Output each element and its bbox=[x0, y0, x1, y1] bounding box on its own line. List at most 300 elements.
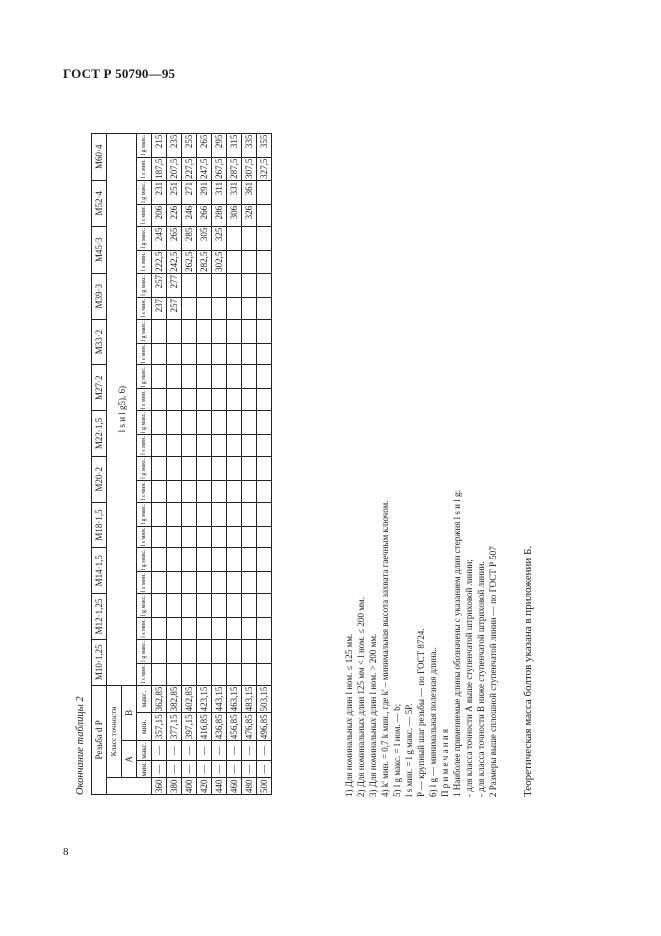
table-cell: 382,85 bbox=[167, 685, 182, 713]
empty-cell bbox=[257, 502, 272, 526]
table-cell: — bbox=[227, 760, 242, 778]
empty-cell bbox=[212, 548, 227, 572]
empty-cell bbox=[167, 618, 182, 640]
table-cell: 237 bbox=[152, 297, 167, 319]
thread-size-header: М52·4 bbox=[92, 180, 107, 226]
thread-size-header: М60·4 bbox=[92, 133, 107, 180]
empty-cell bbox=[212, 480, 227, 502]
ls-min-header: l s мин. bbox=[137, 572, 152, 594]
lg-max-header: l g макс. bbox=[137, 411, 152, 435]
empty-cell bbox=[167, 319, 182, 343]
table-cell: 355 bbox=[257, 133, 272, 157]
ls-min-header: l s мин. bbox=[137, 343, 152, 365]
empty-cell bbox=[152, 663, 167, 685]
table-cell: 265 bbox=[167, 226, 182, 250]
empty-cell bbox=[242, 663, 257, 685]
empty-cell bbox=[227, 319, 242, 343]
empty-cell bbox=[182, 548, 197, 572]
empty-cell bbox=[197, 572, 212, 594]
table-cell: 266 bbox=[197, 204, 212, 226]
empty-cell bbox=[242, 594, 257, 618]
thread-size-header: М45·3 bbox=[92, 226, 107, 273]
thread-header: Резьба d P bbox=[92, 685, 107, 794]
notes-heading: П р и м е ч а н и я bbox=[440, 728, 450, 797]
empty-cell bbox=[182, 411, 197, 435]
empty-cell bbox=[182, 526, 197, 548]
empty-cell bbox=[167, 456, 182, 480]
note-2: 2 Размеры выше сплошной ступенчатой линии — по ГОСТ Р 507 bbox=[488, 546, 498, 797]
empty-cell bbox=[242, 343, 257, 365]
col-min: мин. bbox=[137, 760, 152, 778]
note-1: 1 Наиболее применяемые длины обозначены с указанием длин стержня l s и l g: bbox=[452, 490, 462, 797]
empty-cell bbox=[197, 548, 212, 572]
table-cell: 306 bbox=[227, 204, 242, 226]
class-b-header: В bbox=[122, 685, 137, 741]
table-cell: 245 bbox=[152, 226, 167, 250]
table-cell: 416,85 bbox=[197, 713, 212, 741]
empty-cell bbox=[167, 572, 182, 594]
empty-cell bbox=[257, 343, 272, 365]
empty-cell bbox=[242, 411, 257, 435]
thread-size-header: М39·3 bbox=[92, 273, 107, 319]
empty-cell bbox=[152, 572, 167, 594]
table-cell: 227,5 bbox=[182, 157, 197, 180]
footnote-1: 1) Для номинальных длин l ном. ≤ 125 мм. bbox=[344, 633, 354, 797]
rotated-page-content bbox=[75, 95, 595, 795]
table-cell bbox=[242, 250, 257, 273]
table-cell bbox=[197, 273, 212, 297]
empty-cell bbox=[182, 618, 197, 640]
empty-cell bbox=[167, 502, 182, 526]
table-cell: 285 bbox=[182, 226, 197, 250]
table-cell bbox=[197, 297, 212, 319]
table-cell: 235 bbox=[167, 133, 182, 157]
table-cell: 255 bbox=[182, 133, 197, 157]
empty-cell bbox=[182, 435, 197, 457]
empty-cell bbox=[197, 502, 212, 526]
table-row bbox=[167, 133, 182, 794]
empty-cell bbox=[197, 618, 212, 640]
empty-cell bbox=[182, 594, 197, 618]
empty-cell bbox=[257, 663, 272, 685]
empty-cell bbox=[212, 343, 227, 365]
table-cell: 215 bbox=[152, 133, 167, 157]
empty-cell bbox=[197, 435, 212, 457]
note-1b: - для класса точности В ниже ступенчатой штриховой линии. bbox=[476, 561, 486, 797]
empty-cell bbox=[167, 548, 182, 572]
table-cell: — bbox=[227, 741, 242, 761]
table-cell bbox=[227, 273, 242, 297]
table-cell: 302,5 bbox=[212, 250, 227, 273]
thread-size-header: М12·1,25 bbox=[92, 594, 107, 640]
lg-max-header: l g макс. bbox=[137, 502, 152, 526]
lg-max-header: l g макс. bbox=[137, 365, 152, 389]
empty-cell bbox=[197, 411, 212, 435]
table-cell: 496,85 bbox=[257, 713, 272, 741]
empty-cell bbox=[212, 618, 227, 640]
ls-min-header: l s мин. bbox=[137, 297, 152, 319]
empty-cell bbox=[212, 389, 227, 411]
empty-cell bbox=[152, 639, 167, 663]
col-max: макс. bbox=[137, 685, 152, 713]
empty-cell bbox=[227, 594, 242, 618]
empty-cell bbox=[242, 365, 257, 389]
table-cell: 257 bbox=[167, 297, 182, 319]
table-cell bbox=[212, 297, 227, 319]
empty-cell bbox=[227, 663, 242, 685]
empty-cell bbox=[152, 594, 167, 618]
empty-cell bbox=[152, 365, 167, 389]
empty-cell bbox=[257, 618, 272, 640]
empty-cell bbox=[197, 456, 212, 480]
empty-cell bbox=[257, 389, 272, 411]
table-cell: — bbox=[257, 760, 272, 778]
empty-cell bbox=[182, 456, 197, 480]
ls-min-header: l s мин. bbox=[137, 435, 152, 457]
empty-cell bbox=[167, 480, 182, 502]
table-cell: 286 bbox=[212, 204, 227, 226]
empty-cell bbox=[242, 389, 257, 411]
table-cell bbox=[242, 297, 257, 319]
lg-max-header: l g макс. bbox=[137, 319, 152, 343]
empty-cell bbox=[152, 411, 167, 435]
footnotes bbox=[343, 97, 499, 797]
empty-cell bbox=[167, 526, 182, 548]
empty-cell bbox=[182, 502, 197, 526]
table-cell: — bbox=[197, 741, 212, 761]
table-cell bbox=[212, 273, 227, 297]
empty-cell bbox=[152, 526, 167, 548]
table-cell: 262,5 bbox=[182, 250, 197, 273]
nominal-length: 500 bbox=[257, 778, 272, 795]
ls-min-header: l s мин. bbox=[137, 480, 152, 502]
empty-cell bbox=[152, 618, 167, 640]
empty-cell bbox=[242, 435, 257, 457]
footer-text: Теоретическая масса болтов указана в приложении Б. bbox=[522, 545, 534, 797]
table-cell: 295 bbox=[212, 133, 227, 157]
lg-max-header: l g макс. bbox=[137, 639, 152, 663]
empty-cell bbox=[197, 480, 212, 502]
table-cell: 456,85 bbox=[227, 713, 242, 741]
thread-size-header: М10·1,25 bbox=[92, 639, 107, 685]
empty-cell bbox=[152, 435, 167, 457]
table-cell: 402,85 bbox=[182, 685, 197, 713]
empty-cell bbox=[257, 435, 272, 457]
table-cell: 267,5 bbox=[212, 157, 227, 180]
table-cell: 265 bbox=[197, 133, 212, 157]
empty-cell bbox=[197, 663, 212, 685]
empty-cell bbox=[227, 548, 242, 572]
table-row bbox=[227, 133, 242, 794]
footnote-5b: l s мин. = l g макс. — 5P. bbox=[404, 703, 414, 797]
table-cell: 226 bbox=[167, 204, 182, 226]
empty-cell bbox=[167, 435, 182, 457]
ls-min-header: l s мин. bbox=[137, 663, 152, 685]
thread-size-header: М18·1,5 bbox=[92, 502, 107, 548]
empty-cell bbox=[227, 456, 242, 480]
table-cell: 361 bbox=[242, 180, 257, 204]
nominal-length: 460 bbox=[227, 778, 242, 795]
empty-cell bbox=[227, 435, 242, 457]
empty-cell bbox=[212, 319, 227, 343]
table-cell: — bbox=[182, 760, 197, 778]
table-cell: — bbox=[152, 741, 167, 761]
table-cell: 476,85 bbox=[242, 713, 257, 741]
footnote-3: 3) Для номинальных длин l ном. > 200 мм. bbox=[368, 633, 378, 797]
empty-cell bbox=[227, 389, 242, 411]
lg-max-header: l g макс. bbox=[137, 273, 152, 297]
class-header: Класс точности bbox=[107, 685, 122, 778]
table-cell: 187,5 bbox=[152, 157, 167, 180]
table-cell: 207,5 bbox=[167, 157, 182, 180]
empty-cell bbox=[152, 389, 167, 411]
thread-size-header: М20·2 bbox=[92, 456, 107, 502]
table-cell bbox=[182, 297, 197, 319]
table-cell: 206 bbox=[152, 204, 167, 226]
empty-cell bbox=[212, 411, 227, 435]
empty-cell bbox=[257, 319, 272, 343]
note-1a: - для класса точности А выше ступенчатой штриховой линии; bbox=[464, 559, 474, 797]
table-row bbox=[257, 133, 272, 794]
footnote-2: 2) Для номинальных длин 125 мм < l ном. ≤ 200 мм. bbox=[356, 597, 366, 797]
table-cell: 315 bbox=[227, 133, 242, 157]
empty-cell bbox=[182, 663, 197, 685]
empty-cell bbox=[167, 639, 182, 663]
table-cell: — bbox=[182, 741, 197, 761]
empty-cell bbox=[152, 480, 167, 502]
footnote-4: 4) k' мин. = 0,7 k мин., где k' – минимальная высота захвата гаечным ключом. bbox=[380, 500, 390, 797]
empty-cell bbox=[212, 594, 227, 618]
table-cell: 247,5 bbox=[197, 157, 212, 180]
empty-cell bbox=[167, 343, 182, 365]
table-cell: 362,85 bbox=[152, 685, 167, 713]
table-cell bbox=[257, 204, 272, 226]
table-cell: 231 bbox=[152, 180, 167, 204]
table-row bbox=[212, 133, 227, 794]
empty-cell bbox=[182, 343, 197, 365]
lg-max-header: l g макс. bbox=[137, 133, 152, 157]
empty-cell bbox=[212, 435, 227, 457]
empty-cell bbox=[182, 639, 197, 663]
empty-cell bbox=[257, 572, 272, 594]
empty-cell bbox=[197, 343, 212, 365]
empty-cell bbox=[212, 663, 227, 685]
empty-cell bbox=[197, 594, 212, 618]
ls-min-header: l s мин. bbox=[137, 157, 152, 180]
ls-min-header: l s мин. bbox=[137, 389, 152, 411]
table-row bbox=[182, 133, 197, 794]
page-number: 8 bbox=[63, 846, 69, 858]
footnote-6: 6) l g — минимальная полезная длина.. bbox=[428, 647, 438, 797]
table-cell bbox=[227, 250, 242, 273]
table-cell: 463,15 bbox=[227, 685, 242, 713]
empty-cell bbox=[242, 502, 257, 526]
empty-cell bbox=[167, 389, 182, 411]
empty-cell bbox=[257, 548, 272, 572]
thread-size-header: М33·2 bbox=[92, 319, 107, 365]
table-cell bbox=[257, 273, 272, 297]
footnote-5c: P — крупный шаг резьбы — по ГОСТ 8724. bbox=[416, 628, 426, 797]
table-cell: 326 bbox=[242, 204, 257, 226]
empty-cell bbox=[182, 572, 197, 594]
table-cell: 291 bbox=[197, 180, 212, 204]
table-row bbox=[152, 133, 167, 794]
thread-size-header: М27·2 bbox=[92, 365, 107, 411]
nominal-length: 400 bbox=[182, 778, 197, 795]
empty-cell bbox=[212, 572, 227, 594]
table-cell: 327,5 bbox=[257, 157, 272, 180]
table-cell: 331 bbox=[227, 180, 242, 204]
empty-cell bbox=[212, 639, 227, 663]
dimension-table bbox=[91, 133, 272, 795]
standard-title: ГОСТ Р 50790—95 bbox=[63, 66, 176, 81]
empty-cell bbox=[167, 594, 182, 618]
table-cell: 307,5 bbox=[242, 157, 257, 180]
empty-cell bbox=[197, 526, 212, 548]
table-cell: 277 bbox=[167, 273, 182, 297]
table-cell bbox=[227, 226, 242, 250]
empty-cell bbox=[152, 502, 167, 526]
table-row bbox=[197, 133, 212, 794]
table-cell: 257 bbox=[152, 273, 167, 297]
table-cell: — bbox=[257, 741, 272, 761]
empty-cell bbox=[212, 365, 227, 389]
table-cell bbox=[227, 297, 242, 319]
nominal-length: 440 bbox=[212, 778, 227, 795]
nominal-length: 480 bbox=[242, 778, 257, 795]
thread-size-header: М22·1,5 bbox=[92, 411, 107, 457]
empty-cell bbox=[197, 319, 212, 343]
empty-cell bbox=[182, 365, 197, 389]
empty-cell bbox=[167, 411, 182, 435]
empty-cell bbox=[152, 343, 167, 365]
empty-cell bbox=[257, 526, 272, 548]
table-cell bbox=[242, 273, 257, 297]
empty-cell bbox=[152, 319, 167, 343]
table-cell: — bbox=[212, 760, 227, 778]
table-row bbox=[242, 133, 257, 794]
empty-cell bbox=[227, 526, 242, 548]
table-cell: 242,5 bbox=[167, 250, 182, 273]
ls-min-header: l s мин. bbox=[137, 204, 152, 226]
table-cell: — bbox=[242, 760, 257, 778]
table-cell: 483,15 bbox=[242, 685, 257, 713]
empty-cell bbox=[227, 365, 242, 389]
empty-cell bbox=[227, 411, 242, 435]
table-cell: 311 bbox=[212, 180, 227, 204]
empty-cell bbox=[152, 548, 167, 572]
table-cell: 443,15 bbox=[212, 685, 227, 713]
empty-cell bbox=[257, 365, 272, 389]
table-cell: — bbox=[167, 741, 182, 761]
table-cell: 357,15 bbox=[152, 713, 167, 741]
table-cell bbox=[257, 180, 272, 204]
table-cell: — bbox=[197, 760, 212, 778]
table-cell: — bbox=[152, 760, 167, 778]
table-cell bbox=[257, 226, 272, 250]
empty-cell bbox=[242, 480, 257, 502]
table-cell: 423,15 bbox=[197, 685, 212, 713]
lsg-header: l s и l g5), 6) bbox=[107, 133, 137, 685]
table-cell: 246 bbox=[182, 204, 197, 226]
empty-cell bbox=[182, 389, 197, 411]
table-cell: 335 bbox=[242, 133, 257, 157]
table-cell: 397,15 bbox=[182, 713, 197, 741]
lg-max-header: l g макс. bbox=[137, 226, 152, 250]
empty-cell bbox=[182, 319, 197, 343]
empty-cell bbox=[257, 639, 272, 663]
empty-cell bbox=[257, 594, 272, 618]
empty-cell bbox=[257, 480, 272, 502]
table-cell: 436,85 bbox=[212, 713, 227, 741]
empty-cell bbox=[227, 572, 242, 594]
empty-cell bbox=[227, 343, 242, 365]
empty-cell bbox=[197, 365, 212, 389]
table-cell: 222,5 bbox=[152, 250, 167, 273]
ls-min-header: l s мин. bbox=[137, 250, 152, 273]
table-cell: — bbox=[167, 760, 182, 778]
empty-cell bbox=[242, 572, 257, 594]
empty-cell bbox=[227, 639, 242, 663]
table-caption: Окончание таблицы 2 bbox=[75, 696, 86, 795]
empty-cell bbox=[212, 456, 227, 480]
table-cell: 325 bbox=[212, 226, 227, 250]
empty-cell bbox=[227, 502, 242, 526]
empty-cell bbox=[152, 456, 167, 480]
empty-cell bbox=[242, 548, 257, 572]
class-a-header: А bbox=[122, 741, 137, 778]
blank-cell bbox=[107, 778, 152, 795]
empty-cell bbox=[212, 502, 227, 526]
nominal-length: 360 bbox=[152, 778, 167, 795]
col-max: макс. bbox=[137, 741, 152, 761]
lg-max-header: l g макс. bbox=[137, 594, 152, 618]
table-cell bbox=[257, 250, 272, 273]
empty-cell bbox=[242, 456, 257, 480]
empty-cell bbox=[197, 389, 212, 411]
empty-cell bbox=[212, 526, 227, 548]
lg-max-header: l g макс. bbox=[137, 180, 152, 204]
table-cell: 305 bbox=[197, 226, 212, 250]
empty-cell bbox=[257, 411, 272, 435]
table-cell: 503,15 bbox=[257, 685, 272, 713]
empty-cell bbox=[257, 456, 272, 480]
table-cell: 377,15 bbox=[167, 713, 182, 741]
table-cell: 282,5 bbox=[197, 250, 212, 273]
thread-size-header: М14·1,5 bbox=[92, 548, 107, 594]
table-cell: — bbox=[242, 741, 257, 761]
nominal-length: 380 bbox=[167, 778, 182, 795]
table-cell: 251 bbox=[167, 180, 182, 204]
lg-max-header: l g макс. bbox=[137, 456, 152, 480]
col-min: мин. bbox=[137, 713, 152, 741]
ls-min-header: l s мин. bbox=[137, 526, 152, 548]
table-cell: 287,5 bbox=[227, 157, 242, 180]
table-cell bbox=[182, 273, 197, 297]
empty-cell bbox=[242, 526, 257, 548]
table-cell bbox=[242, 226, 257, 250]
empty-cell bbox=[227, 480, 242, 502]
empty-cell bbox=[167, 365, 182, 389]
table-cell: — bbox=[212, 741, 227, 761]
nominal-length: 420 bbox=[197, 778, 212, 795]
empty-cell bbox=[242, 618, 257, 640]
empty-cell bbox=[182, 480, 197, 502]
empty-cell bbox=[167, 663, 182, 685]
empty-cell bbox=[227, 618, 242, 640]
ls-min-header: l s мин. bbox=[137, 618, 152, 640]
table-cell bbox=[257, 297, 272, 319]
